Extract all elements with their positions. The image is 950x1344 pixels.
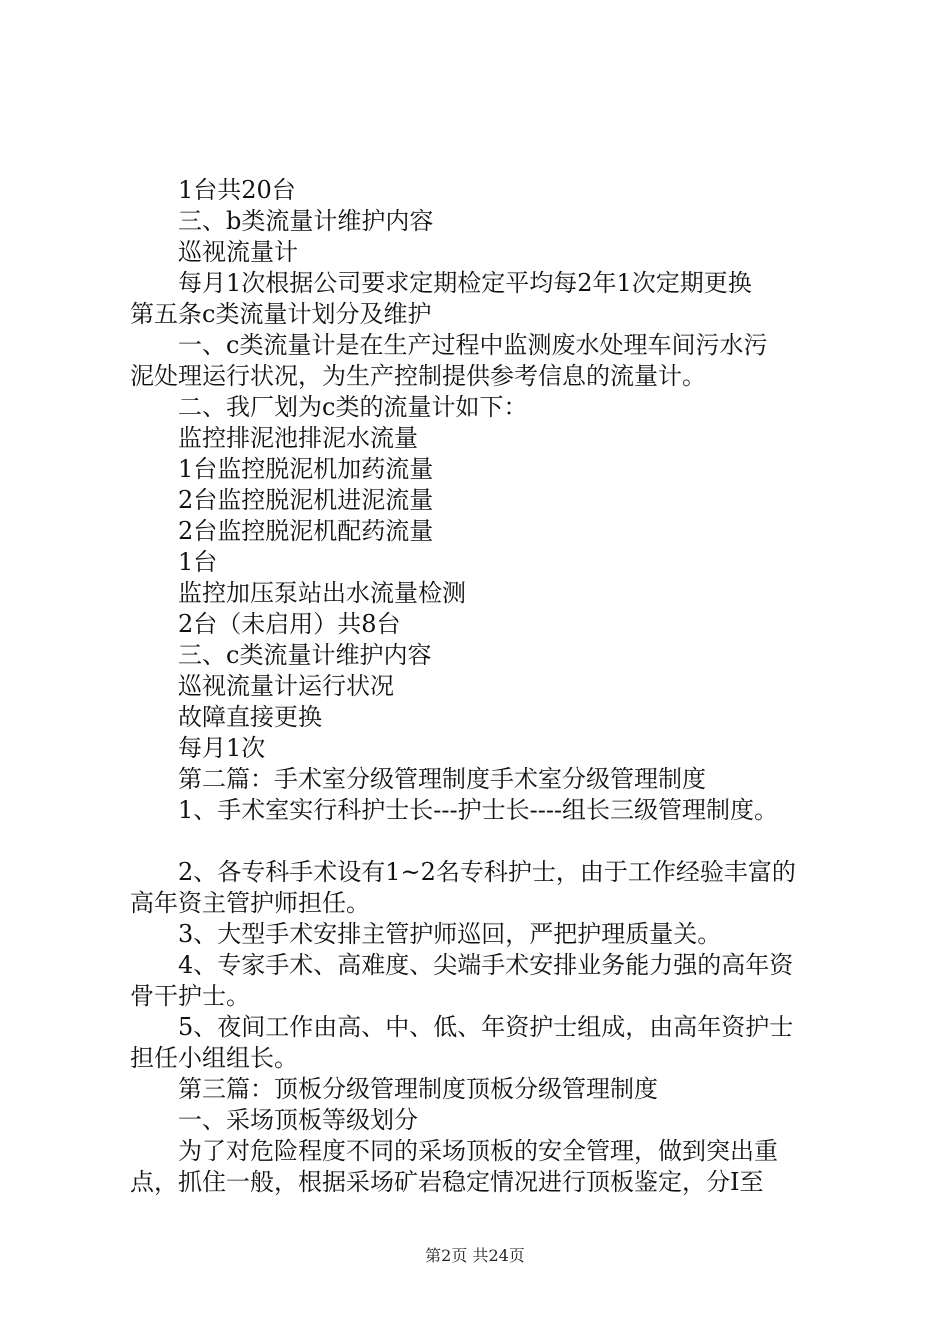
text-line: 监控加压泵站出水流量检测 bbox=[178, 579, 466, 607]
text-line: 担任小组组长。 bbox=[130, 1044, 298, 1072]
text-line: 三、c类流量计维护内容 bbox=[178, 641, 432, 669]
text-line: 二、我厂划为c类的流量计如下： bbox=[178, 393, 528, 421]
text-line: 1台监控脱泥机加药流量 bbox=[178, 455, 434, 483]
text-line: 每月1次根据公司要求定期检定平均每2年1次定期更换 bbox=[178, 269, 752, 297]
text-line: 一、采场顶板等级划分 bbox=[178, 1106, 418, 1134]
text-line: 4、专家手术、高难度、尖端手术安排业务能力强的高年资 bbox=[178, 951, 794, 979]
text-line: 巡视流量计 bbox=[178, 238, 298, 266]
text-line: 巡视流量计运行状况 bbox=[178, 672, 394, 700]
text-line: 5、夜间工作由高、中、低、年资护士组成，由高年资护士 bbox=[178, 1013, 794, 1041]
text-line: 1台共20台 bbox=[178, 176, 296, 204]
text-line: 2台监控脱泥机进泥流量 bbox=[178, 486, 434, 514]
text-line: 2台（未启用）共8台 bbox=[178, 610, 401, 638]
text-line: 第五条c类流量计划分及维护 bbox=[130, 300, 432, 328]
text-line: 三、b类流量计维护内容 bbox=[178, 207, 434, 235]
text-line: 每月1次 bbox=[178, 734, 266, 762]
text-line: 2、各专科手术设有1~2名专科护士，由于工作经验丰富的 bbox=[178, 858, 796, 886]
document-body bbox=[130, 175, 850, 1198]
text-line: 骨干护士。 bbox=[130, 982, 250, 1010]
text-line: 故障直接更换 bbox=[178, 703, 322, 731]
text-line: 1台 bbox=[178, 548, 218, 576]
section-heading: 第二篇：手术室分级管理制度手术室分级管理制度 bbox=[178, 765, 706, 793]
text-line: 2台监控脱泥机配药流量 bbox=[178, 517, 434, 545]
text-line: 泥处理运行状况，为生产控制提供参考信息的流量计。 bbox=[130, 362, 706, 390]
page-number-footer: 第2页 共24页 bbox=[425, 1246, 525, 1265]
paragraph-gap bbox=[130, 826, 850, 857]
text-line: 监控排泥池排泥水流量 bbox=[178, 424, 418, 452]
text-line: 为了对危险程度不同的采场顶板的安全管理，做到突出重 bbox=[178, 1137, 778, 1165]
section-heading: 第三篇：顶板分级管理制度顶板分级管理制度 bbox=[178, 1075, 658, 1103]
text-line: 3、大型手术安排主管护师巡回，严把护理质量关。 bbox=[178, 920, 722, 948]
text-line: 点，抓住一般，根据采场矿岩稳定情况进行顶板鉴定，分Ⅰ至 bbox=[130, 1168, 764, 1196]
text-line: 一、c类流量计是在生产过程中监测废水处理车间污水污 bbox=[178, 331, 768, 359]
text-line: 高年资主管护师担任。 bbox=[130, 889, 370, 917]
text-line: 1、手术室实行科护士长---护士长----组长三级管理制度。 bbox=[178, 796, 779, 824]
